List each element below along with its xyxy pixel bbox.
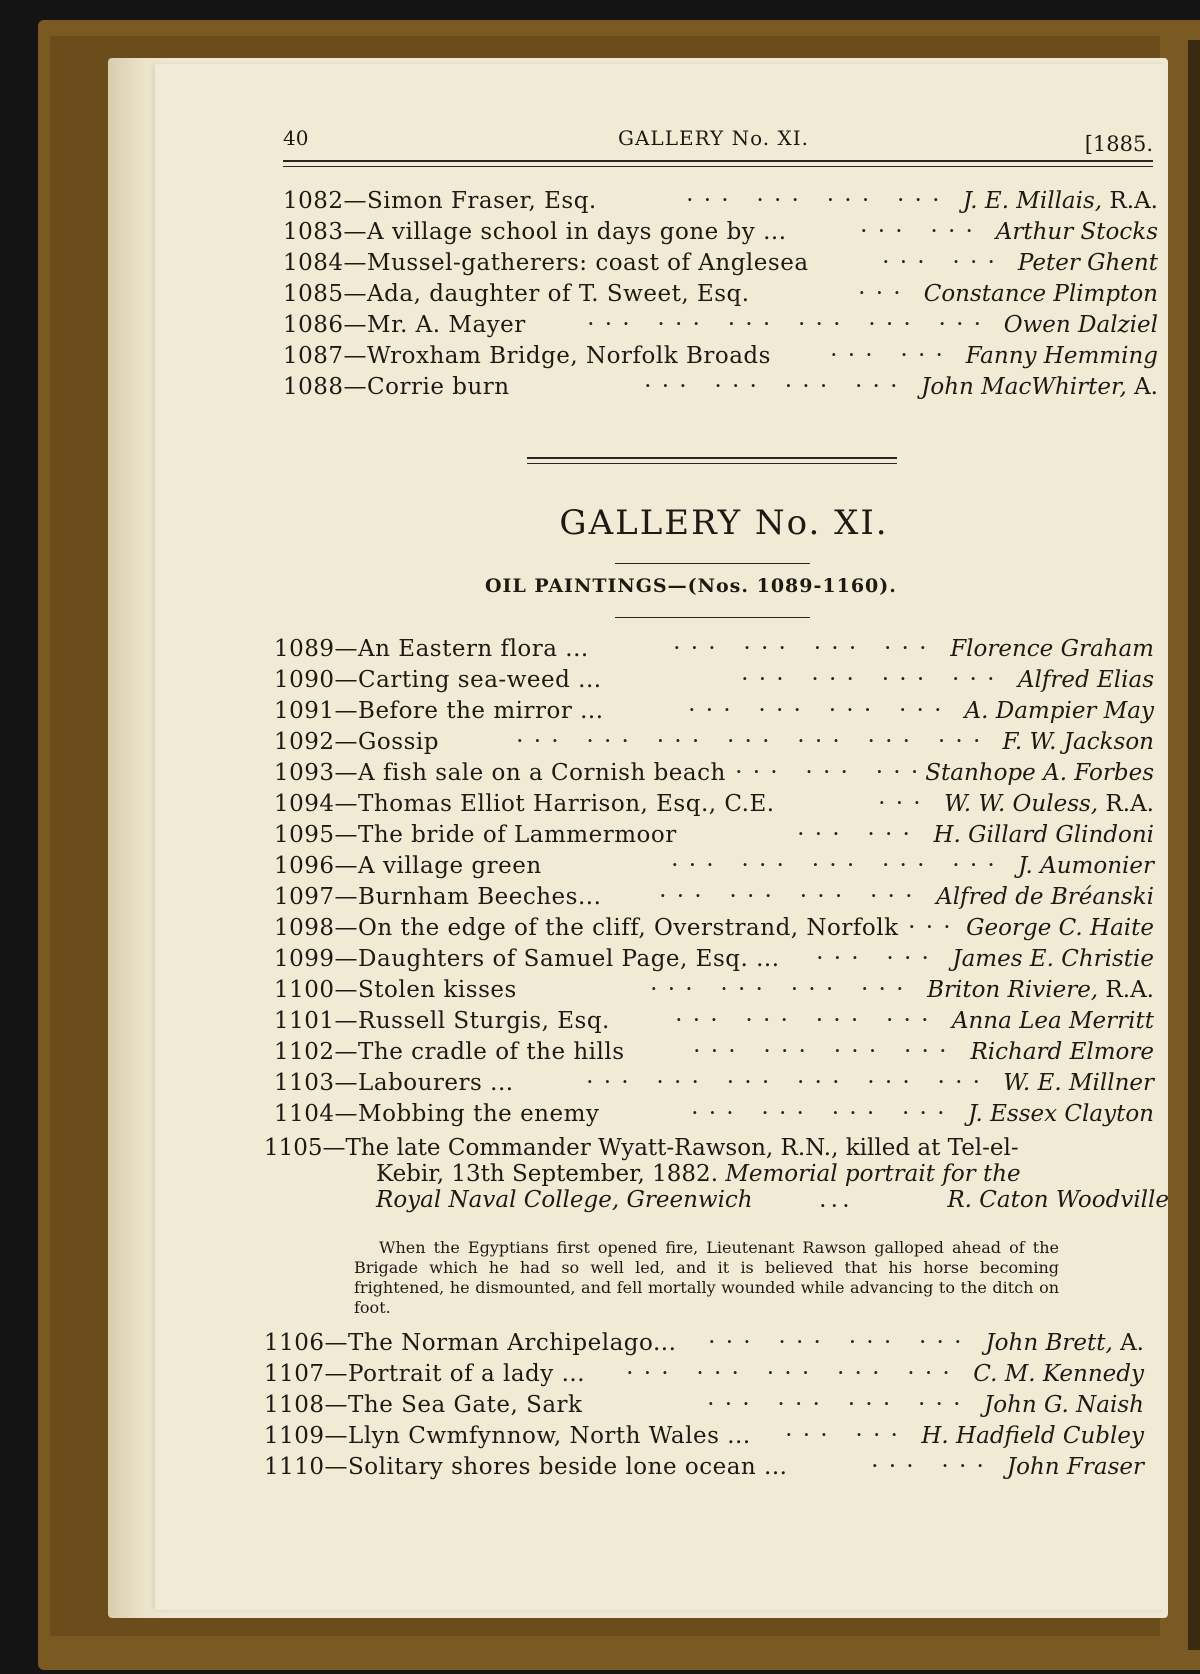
subtitle-underline: [615, 617, 810, 618]
year-label: [1885.: [1084, 132, 1153, 156]
catalogue-entry: [274, 1070, 1154, 1101]
entry-artist: Alfred Elias: [1017, 667, 1154, 693]
entry-number-title: 1082—Simon Fraser, Esq.: [283, 188, 597, 214]
entry-number-title: 1095—The bride of Lammermoor: [274, 822, 677, 848]
entry-leader: ... ... ... ...: [674, 634, 938, 653]
entry-leader: ... ... ... ...: [651, 975, 915, 994]
catalogue-entry: [264, 1361, 1144, 1392]
entry-artist: J. E. Millais, R.A.: [962, 188, 1158, 214]
catalogue-entry: [274, 915, 1154, 946]
long-entry-1105: [264, 1135, 1169, 1213]
entry-artist: John G. Naish: [984, 1392, 1144, 1418]
entry-leader: ... ...: [883, 248, 1006, 267]
entry-number-title: 1109—Llyn Cwmfynnow, North Wales ...: [264, 1423, 751, 1449]
long-entry-memorial: Memorial portrait for the: [725, 1161, 1021, 1187]
catalogue-entry: [264, 1330, 1144, 1361]
long-entry-note: When the Egyptians first opened fire, Lieutenant Rawson galloped ahead of the Brigade which he had so well led, and it is believed that his horse becoming frightened, he dismounted, and fell mortally wounded while advancing to the ditch on foot.: [354, 1238, 1059, 1317]
entry-artist: Anna Lea Merritt: [951, 1008, 1154, 1034]
catalogue-entry: [283, 219, 1158, 250]
running-head: [283, 124, 1153, 158]
entry-number-title: 1091—Before the mirror ...: [274, 698, 604, 724]
catalogue-entry: [264, 1423, 1144, 1454]
continued-entries-list: [283, 188, 1158, 405]
entry-leader: ... ...: [798, 820, 921, 839]
entry-number-title: 1085—Ada, daughter of T. Sweet, Esq.: [283, 281, 750, 307]
entry-number-title: 1088—Corrie burn: [283, 374, 510, 400]
entry-number-title: 1098—On the edge of the cliff, Overstrand, Norfolk: [274, 915, 899, 941]
entry-artist: W. E. Millner: [1003, 1070, 1154, 1096]
catalogue-entry: [274, 884, 1154, 915]
entry-number-title: 1089—An Eastern flora ...: [274, 636, 589, 662]
entry-artist: Stanhope A. Forbes: [925, 760, 1154, 786]
entry-leader: ... ... ... ... ... ...: [587, 1068, 992, 1087]
entry-artist: Fanny Hemming: [965, 343, 1158, 369]
catalogue-entry: [274, 1039, 1154, 1070]
entry-artist: John MacWhirter, A.: [921, 374, 1158, 400]
catalogue-entry: [283, 312, 1158, 343]
entry-artist: A. Dampier May: [964, 698, 1154, 724]
entry-artist: Florence Graham: [950, 636, 1154, 662]
entry-leader: ... ...: [831, 341, 954, 360]
entry-leader: ... ... ... ... ... ... ...: [517, 727, 992, 746]
catalogue-entry: [274, 791, 1154, 822]
catalogue-entry: [274, 853, 1154, 884]
long-entry-leader: ...: [819, 1192, 855, 1211]
entry-leader: ... ... ... ...: [645, 372, 909, 391]
entry-artist: John Brett, A.: [985, 1330, 1144, 1356]
catalogue-entry: [264, 1454, 1144, 1485]
entry-artist: James E. Christie: [952, 946, 1154, 972]
long-entry-line2: [264, 1161, 1169, 1187]
catalogue-entry: [274, 977, 1154, 1008]
entry-leader: ... ... ... ... ...: [672, 851, 1006, 870]
catalogue-entry: [274, 729, 1154, 760]
catalogue-entry: [283, 188, 1158, 219]
entry-number-title: 1107—Portrait of a lady ...: [264, 1361, 586, 1387]
entry-artist: Briton Riviere, R.A.: [927, 977, 1154, 1003]
entry-artist: H. Hadfield Cubley: [921, 1423, 1144, 1449]
entry-number-title: 1083—A village school in days gone by ...: [283, 219, 787, 245]
catalogue-entry: [274, 1008, 1154, 1039]
entry-leader: ... ... ... ...: [694, 1037, 958, 1056]
entry-leader: ... ... ... ...: [692, 1099, 956, 1118]
entry-artist: Richard Elmore: [970, 1039, 1154, 1065]
long-entry-date: Kebir, 13th September, 1882.: [376, 1161, 719, 1187]
catalogue-entry: [274, 760, 1154, 791]
catalogue-entry: [274, 698, 1154, 729]
long-entry-line1: 1105—The late Commander Wyatt-Rawson, R.N., killed at Tel-el-: [264, 1135, 1019, 1161]
catalogue-entry: [274, 667, 1154, 698]
entry-number-title: 1100—Stolen kisses: [274, 977, 517, 1003]
entry-number-title: 1092—Gossip: [274, 729, 439, 755]
entry-number-title: 1087—Wroxham Bridge, Norfolk Broads: [283, 343, 771, 369]
entry-leader: ...: [909, 913, 962, 932]
header-rule: [283, 160, 1153, 167]
catalogue-entry: [283, 374, 1158, 405]
entry-artist: Constance Plimpton: [923, 281, 1158, 307]
final-entries-list: [264, 1330, 1144, 1485]
entry-number-title: 1099—Daughters of Samuel Page, Esq. ...: [274, 946, 780, 972]
entry-number-title: 1084—Mussel-gatherers: coast of Anglesea: [283, 250, 809, 276]
long-entry-line3: [264, 1187, 1169, 1213]
section-subtitle: OIL PAINTINGS—(Nos. 1089-1160).: [485, 575, 897, 597]
entry-artist: Owen Dalziel: [1003, 312, 1158, 338]
catalogue-entry: [274, 1101, 1154, 1132]
entry-number-title: 1110—Solitary shores beside lone ocean ...: [264, 1454, 788, 1480]
entry-number-title: 1094—Thomas Elliot Harrison, Esq., C.E.: [274, 791, 775, 817]
page-number: 40: [283, 126, 309, 150]
catalogue-entry: [283, 281, 1158, 312]
entry-artist: J. Essex Clayton: [968, 1101, 1154, 1127]
entry-artist: Alfred de Bréanski: [936, 884, 1154, 910]
entry-leader: ...: [859, 279, 912, 298]
entry-leader: ... ... ... ...: [689, 696, 953, 715]
entry-leader: ... ... ... ...: [709, 1328, 973, 1347]
entry-leader: ... ...: [872, 1452, 995, 1471]
entry-number-title: 1097—Burnham Beeches...: [274, 884, 602, 910]
entry-leader: ... ...: [817, 944, 940, 963]
entry-leader: ... ...: [861, 217, 984, 236]
entry-artist: George C. Haite: [966, 915, 1154, 941]
entry-leader: ... ... ... ...: [742, 665, 1006, 684]
entry-number-title: 1102—The cradle of the hills: [274, 1039, 625, 1065]
entry-artist: C. M. Kennedy: [973, 1361, 1144, 1387]
entry-leader: ...: [879, 789, 932, 808]
long-entry-artist: R. Caton Woodville: [947, 1187, 1169, 1213]
entry-leader: ... ... ... ... ... ...: [588, 310, 993, 329]
entry-artist: J. Aumonier: [1018, 853, 1154, 879]
entry-number-title: 1090—Carting sea-weed ...: [274, 667, 602, 693]
entry-leader: ... ... ... ...: [708, 1390, 972, 1409]
catalogue-entry: [274, 636, 1154, 667]
title-underline: [615, 563, 810, 564]
running-title: GALLERY No. XI.: [618, 126, 809, 150]
long-entry-college: Royal Naval College, Greenwich: [376, 1187, 753, 1213]
entry-number-title: 1104—Mobbing the enemy: [274, 1101, 600, 1127]
catalogue-entry: [283, 343, 1158, 374]
entry-number-title: 1086—Mr. A. Mayer: [283, 312, 526, 338]
section-divider: [527, 457, 897, 464]
entry-number-title: 1106—The Norman Archipelago...: [264, 1330, 677, 1356]
entry-number-title: 1108—The Sea Gate, Sark: [264, 1392, 583, 1418]
entry-artist: John Fraser: [1006, 1454, 1144, 1480]
entry-leader: ... ... ... ... ...: [627, 1359, 961, 1378]
entry-artist: Peter Ghent: [1017, 250, 1158, 276]
entry-number-title: 1101—Russell Sturgis, Esq.: [274, 1008, 610, 1034]
entry-number-title: 1093—A fish sale on a Cornish beach: [274, 760, 726, 786]
entry-number-title: 1096—A village green: [274, 853, 542, 879]
entry-leader: ... ...: [786, 1421, 909, 1440]
entry-leader: ... ... ... ...: [660, 882, 924, 901]
catalogue-entry: [274, 822, 1154, 853]
entry-leader: ... ... ... ...: [676, 1006, 940, 1025]
entry-leader: ... ... ... ...: [687, 186, 951, 205]
catalogue-entry: [274, 946, 1154, 977]
entry-leader: ... ... ...: [736, 758, 930, 777]
entry-artist: H. Gillard Glindoni: [933, 822, 1154, 848]
entries-list: [274, 636, 1154, 1132]
catalogue-entry: [264, 1392, 1144, 1423]
entry-artist: Arthur Stocks: [995, 219, 1158, 245]
catalogue-entry: [283, 250, 1158, 281]
entry-artist: F. W. Jackson: [1002, 729, 1154, 755]
section-title: GALLERY No. XI.: [559, 503, 889, 543]
entry-number-title: 1103—Labourers ...: [274, 1070, 514, 1096]
entry-artist: W. W. Ouless, R.A.: [944, 791, 1154, 817]
